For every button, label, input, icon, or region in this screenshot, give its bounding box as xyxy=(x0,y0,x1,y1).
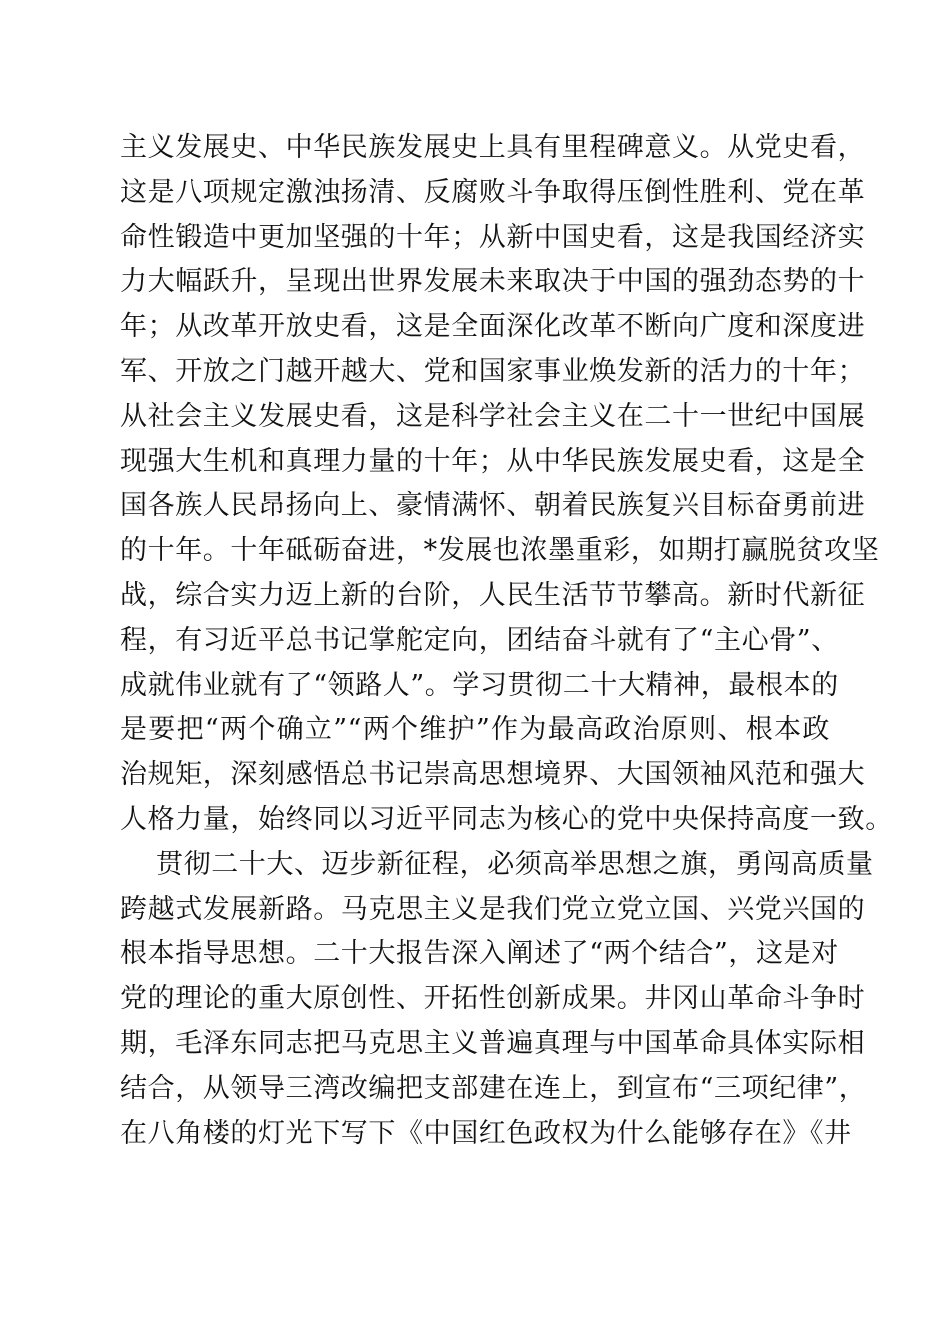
text-line: 期，毛泽东同志把马克思主义普遍真理与中国革命具体实际相 xyxy=(120,1027,866,1059)
text-line: 根本指导思想。二十大报告深入阐述了“两个结合”，这是对 xyxy=(120,938,839,970)
text-line: 成就伟业就有了“领路人”。学习贯彻二十大精神，最根本的 xyxy=(120,669,839,701)
text-line: 军、开放之门越开越大、党和国家事业焕发新的活力的十年； xyxy=(120,355,866,387)
text-line: 现强大生机和真理力量的十年；从中华民族发展史看，这是全 xyxy=(120,445,866,477)
text-line: 这是八项规定激浊扬清、反腐败斗争取得压倒性胜利、党在革 xyxy=(120,176,866,208)
text-line: 治规矩，深刻感悟总书记崇高思想境界、大国领袖风范和强大 xyxy=(120,759,866,791)
text-line: 人格力量，始终同以习近平同志为核心的党中央保持高度一致。 xyxy=(120,803,893,835)
text-line: 是要把“两个确立”“两个维护”作为最高政治原则、根本政 xyxy=(120,714,830,746)
text-line: 党的理论的重大原创性、开拓性创新成果。井冈山革命斗争时 xyxy=(120,983,866,1015)
text-line: 年；从改革开放史看，这是全面深化改革不断向广度和深度进 xyxy=(120,311,866,343)
text-line: 的十年。十年砥砺奋进，*发展也浓墨重彩，如期打赢脱贫攻坚 xyxy=(120,535,880,567)
text-line: 命性锻造中更加坚强的十年；从新中国史看，这是我国经济实 xyxy=(120,221,866,253)
text-line: 战，综合实力迈上新的台阶，人民生活节节攀高。新时代新征 xyxy=(120,579,866,611)
text-line: 从社会主义发展史看，这是科学社会主义在二十一世纪中国展 xyxy=(120,400,866,432)
text-line: 跨越式发展新路。马克思主义是我们党立党立国、兴党兴国的 xyxy=(120,893,866,925)
text-line: 国各族人民昂扬向上、豪情满怀、朝着民族复兴目标奋勇前进 xyxy=(120,490,866,522)
body-text xyxy=(120,126,893,1156)
text-line: 程，有习近平总书记掌舵定向，团结奋斗就有了“主心骨”、 xyxy=(120,624,839,656)
text-line: 主义发展史、中华民族发展史上具有里程碑意义。从党史看， xyxy=(120,132,866,163)
text-line: 在八角楼的灯光下写下《中国红色政权为什么能够存在》《井 xyxy=(120,1117,852,1149)
paragraph-first-line: 贯彻二十大、迈步新征程，必须高举思想之旗，勇闯高质量 xyxy=(156,848,874,880)
text-line: 结合，从领导三湾改编把支部建在连上，到宣布“三项纪律”， xyxy=(120,1072,867,1104)
text-line: 力大幅跃升，呈现出世界发展未来取决于中国的强劲态势的十 xyxy=(120,266,866,298)
